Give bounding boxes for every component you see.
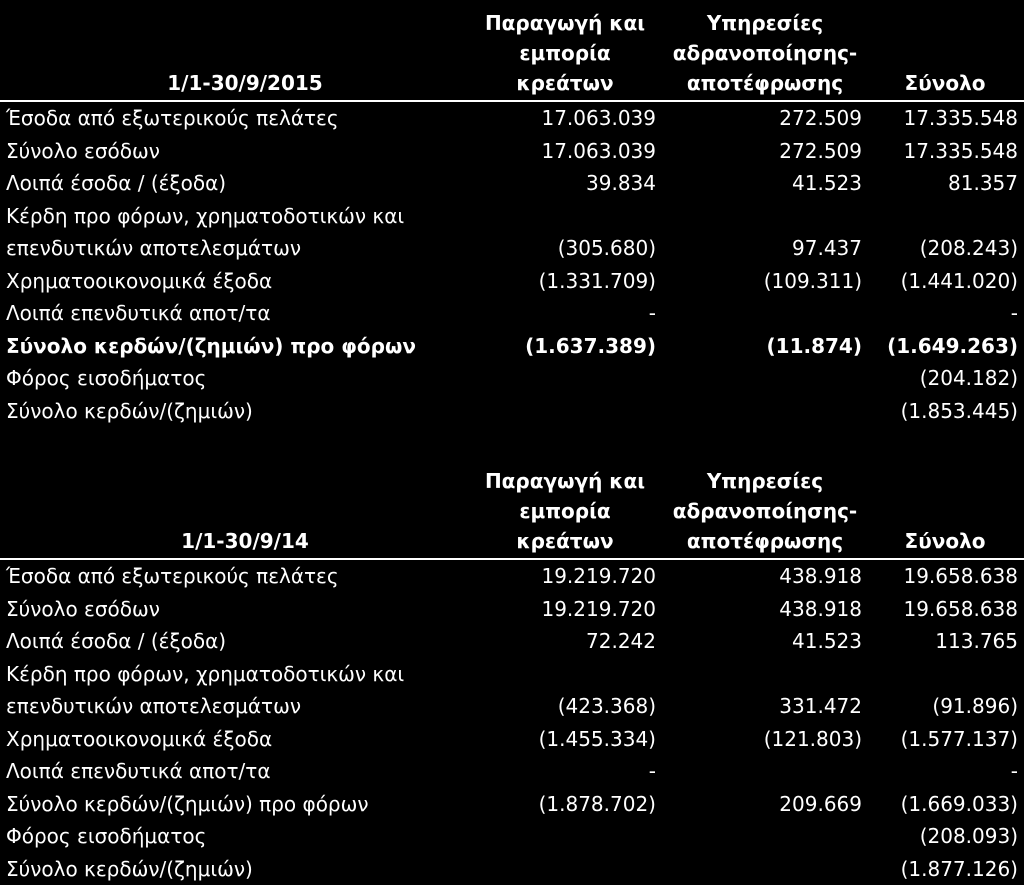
row-label: Χρηματοοικονομικά έξοδα	[6, 726, 273, 751]
row-label: Κέρδη προ φόρων, χρηματοδοτικών και επενδυτικών αποτελεσμάτων	[6, 203, 405, 260]
table-row	[0, 853, 1024, 885]
column-header-meat: Παραγωγή και εμπορία κρεάτων	[484, 11, 646, 95]
segment-table-2015	[0, 0, 1024, 427]
value-total: (1.577.137)	[900, 726, 1018, 751]
value-total: -	[1010, 301, 1018, 325]
table-row	[0, 658, 1024, 723]
table-row	[0, 135, 1024, 168]
row-label: Σύνολο εσόδων	[6, 596, 160, 621]
value-total: (204.182)	[919, 366, 1018, 390]
row-label: Φόρος εισοδήματος	[6, 366, 207, 390]
period-label: 1/1-30/9/14	[181, 529, 309, 553]
value-total: (1.649.263)	[887, 333, 1018, 358]
value-incineration: 209.669	[779, 791, 862, 816]
column-header-total: Σύνολο	[904, 71, 986, 95]
value-meat: 72.242	[586, 629, 656, 653]
value-total: (1.441.020)	[900, 268, 1018, 293]
value-meat: -	[648, 301, 656, 325]
value-incineration: 41.523	[792, 171, 862, 195]
table-row	[0, 560, 1024, 593]
row-label: Κέρδη προ φόρων, χρηματοδοτικών και επενδυτικών αποτελεσμάτων	[6, 661, 405, 718]
table-row	[0, 625, 1024, 658]
table-header	[0, 0, 1024, 102]
value-incineration: 41.523	[792, 629, 862, 653]
column-header-meat: Παραγωγή και εμπορία κρεάτων	[484, 469, 646, 553]
row-label: Σύνολο κερδών/(ζημιών)	[6, 398, 253, 423]
table-row	[0, 265, 1024, 298]
segment-table-2014	[0, 458, 1024, 885]
row-label: Έσοδα από εξωτερικούς πελάτες	[6, 564, 339, 588]
row-label: Λοιπά έσοδα / (έξοδα)	[6, 629, 227, 653]
value-total: 19.658.638	[903, 564, 1018, 588]
value-total: 17.335.548	[903, 106, 1018, 130]
value-meat: 39.834	[586, 171, 656, 195]
value-meat: -	[648, 759, 656, 783]
value-total: -	[1010, 759, 1018, 783]
value-incineration: (121.803)	[763, 726, 862, 751]
value-meat: 17.063.039	[541, 138, 656, 163]
table-row	[0, 593, 1024, 626]
value-incineration: (109.311)	[763, 268, 862, 293]
value-total: (1.853.445)	[900, 398, 1018, 423]
value-meat: (1.331.709)	[538, 268, 656, 293]
value-incineration: 438.918	[779, 596, 862, 621]
value-meat: 19.219.720	[541, 596, 656, 621]
value-total: 17.335.548	[903, 138, 1018, 163]
value-total: (208.243)	[919, 236, 1018, 260]
value-meat: 17.063.039	[541, 106, 656, 130]
value-total: (208.093)	[919, 824, 1018, 848]
table-row	[0, 755, 1024, 788]
table-row	[0, 395, 1024, 428]
table-row	[0, 330, 1024, 363]
table-row	[0, 200, 1024, 265]
row-label: Σύνολο εσόδων	[6, 138, 160, 163]
row-label: Σύνολο κερδών/(ζημιών)	[6, 856, 253, 881]
value-incineration: 272.509	[779, 138, 862, 163]
table-row	[0, 102, 1024, 135]
value-total: (1.877.126)	[900, 856, 1018, 881]
table-row	[0, 723, 1024, 756]
value-meat: (423.368)	[557, 694, 656, 718]
value-incineration: 331.472	[779, 694, 862, 718]
row-label: Σύνολο κερδών/(ζημιών) προ φόρων	[6, 791, 369, 816]
table-row	[0, 788, 1024, 821]
value-meat: (1.637.389)	[525, 333, 656, 358]
row-label: Χρηματοοικονομικά έξοδα	[6, 268, 273, 293]
row-label: Έσοδα από εξωτερικούς πελάτες	[6, 106, 339, 130]
value-incineration: 97.437	[792, 236, 862, 260]
value-total: (1.669.033)	[900, 791, 1018, 816]
value-meat: (1.455.334)	[538, 726, 656, 751]
row-label: Φόρος εισοδήματος	[6, 824, 207, 848]
column-header-incineration: Υπηρεσίες αδρανοποίησης- αποτέφρωσης	[672, 469, 858, 553]
row-label: Λοιπά έσοδα / (έξοδα)	[6, 171, 227, 195]
row-label: Λοιπά επενδυτικά αποτ/τα	[6, 759, 271, 783]
table-row	[0, 167, 1024, 200]
column-header-total: Σύνολο	[904, 529, 986, 553]
value-total: 113.765	[935, 629, 1018, 653]
value-incineration: 438.918	[779, 564, 862, 588]
value-incineration: 272.509	[779, 106, 862, 130]
value-meat: (305.680)	[557, 236, 656, 260]
value-incineration: (11.874)	[766, 333, 862, 358]
table-header	[0, 458, 1024, 560]
value-total: 19.658.638	[903, 596, 1018, 621]
value-meat: (1.878.702)	[538, 791, 656, 816]
value-meat: 19.219.720	[541, 564, 656, 588]
table-row	[0, 297, 1024, 330]
column-header-incineration: Υπηρεσίες αδρανοποίησης- αποτέφρωσης	[672, 11, 858, 95]
row-label: Σύνολο κερδών/(ζημιών) προ φόρων	[6, 333, 416, 358]
table-row	[0, 820, 1024, 853]
period-label: 1/1-30/9/2015	[167, 71, 323, 95]
value-total: 81.357	[948, 171, 1018, 195]
table-row	[0, 362, 1024, 395]
row-label: Λοιπά επενδυτικά αποτ/τα	[6, 301, 271, 325]
value-total: (91.896)	[932, 694, 1018, 718]
